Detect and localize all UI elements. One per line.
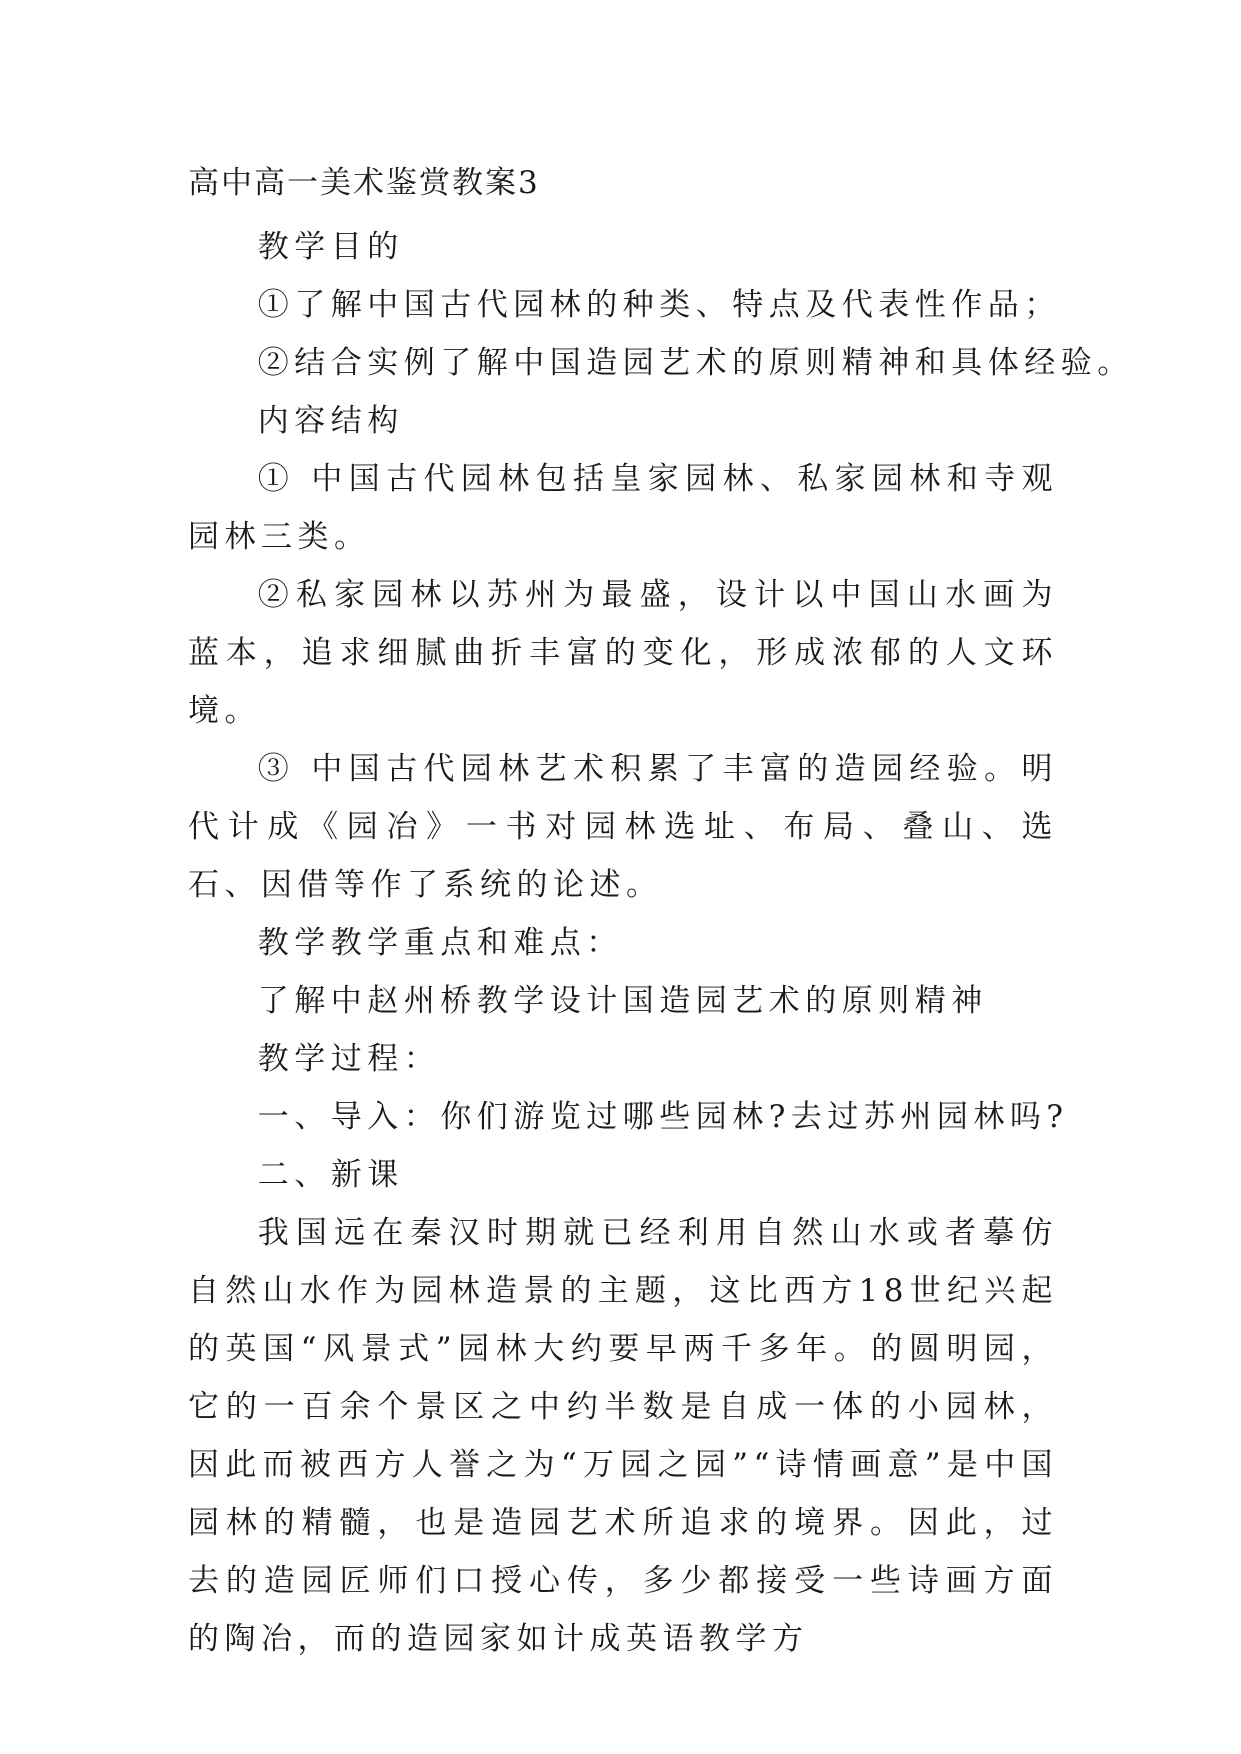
process-intro: 一、导入：你们游览过哪些园林?去过苏州园林吗? <box>257 1099 1069 1135</box>
objective-item-1: ①了解中国古代园林的种类、特点及代表性作品； <box>257 287 1061 323</box>
key-points-text: 了解中赵州桥教学设计国造园艺术的原则精神 <box>257 983 988 1019</box>
heading-key-points: 教学教学重点和难点： <box>257 925 623 961</box>
heading-teaching-objectives: 教学目的 <box>257 229 404 265</box>
content-item-2: ②私家园林以苏州为最盛，设计以中国山水画为蓝本，追求细腻曲折丰富的变化，形成浓郁的人文环境。 <box>188 577 1058 729</box>
heading-content-structure: 内容结构 <box>257 403 404 439</box>
document-body <box>188 218 1134 1668</box>
document-title: 高中高一美术鉴赏教案3 <box>188 165 540 201</box>
content-item-1: ① 中国古代园林包括皇家园林、私家园林和寺观园林三类。 <box>188 461 1058 555</box>
objective-item-2: ②结合实例了解中国造园艺术的原则精神和具体经验。 <box>257 345 1134 381</box>
body-paragraph: 我国远在秦汉时期就已经利用自然山水或者摹仿自然山水作为园林造景的主题，这比西方18世纪兴起的英国“风景式”园林大约要早两千多年。的圆明园，它的一百余个景区之中约半数是自成一体的小园林，因此而被西方人誉之为“万园之园”“诗情画意”是中国园林的精髓，也是造园艺术所追求的境界。因此，过去的造园匠师们口授心传，多少都接受一些诗画方面的陶冶，而的造园家如计成英语教学方 <box>188 1215 1058 1657</box>
heading-teaching-process: 教学过程： <box>257 1041 441 1077</box>
process-new-lesson: 二、新课 <box>257 1157 404 1193</box>
content-item-3: ③ 中国古代园林艺术积累了丰富的造园经验。明代计成《园冶》一书对园林选址、布局、叠山、选石、因借等作了系统的论述。 <box>188 751 1058 903</box>
